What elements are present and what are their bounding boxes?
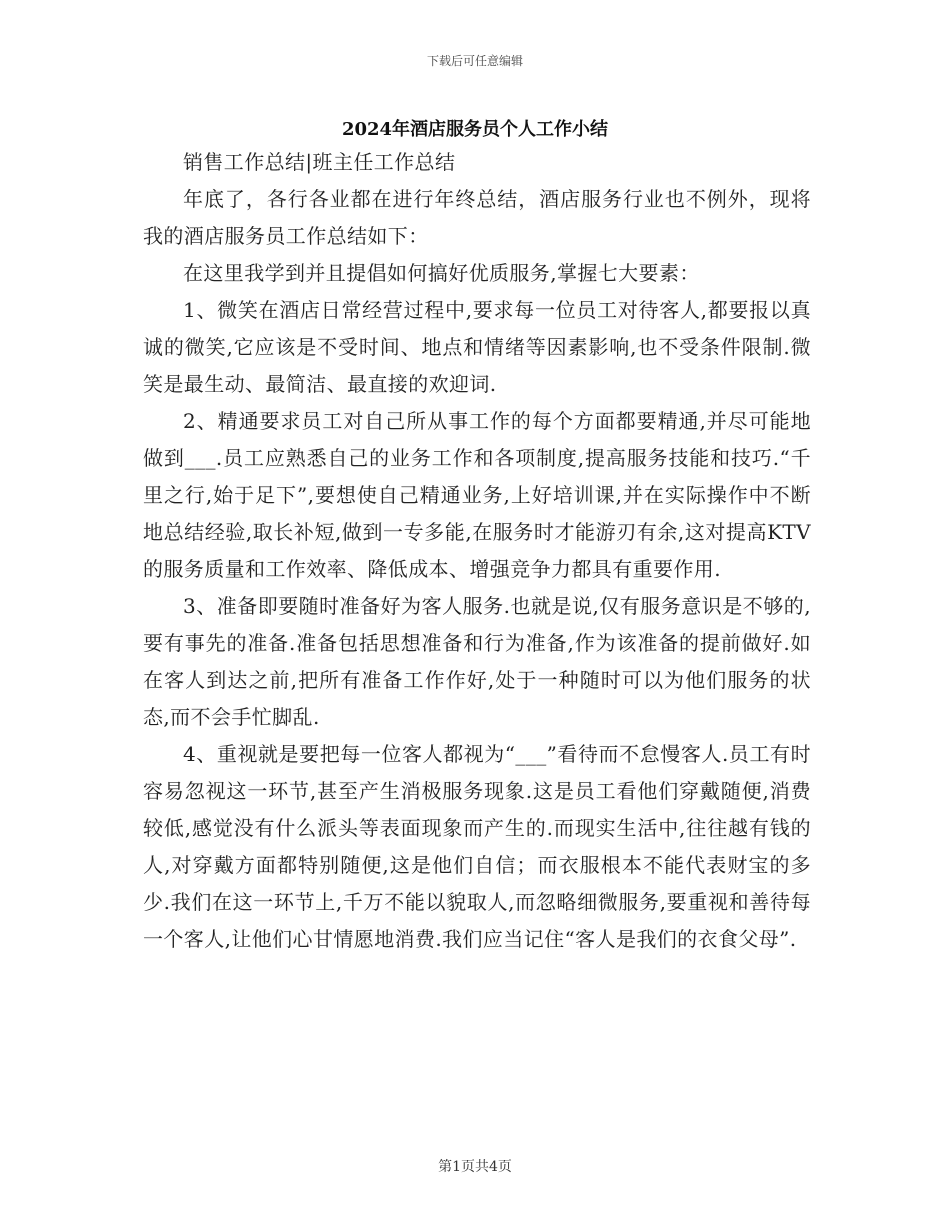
document-body [143,144,811,958]
paragraph-point-1: 1、微笑在酒店日常经营过程中,要求每一位员工对待客人,都要报以真诚的微笑,它应该是不受时间、地点和情绪等因素影响,也不受条件限制.微笑是最生动、最简洁、最直接的欢迎词. [143,298,811,396]
paragraph-intro: 年底了，各行各业都在进行年终总结，酒店服务行业也不例外，现将我的酒店服务员工作总结如下： [143,187,811,248]
page-number: 第1页共4页 [438,1159,512,1175]
header-note: 下载后可任意编辑 [426,54,523,68]
paragraph-point-2: 2、精通要求员工对自己所从事工作的每个方面都要精通,并尽可能地做到___.员工应熟悉自己的业务工作和各项制度,提高服务技能和技巧.“千里之行,始于足下”,要想使自己精通业务,上好培训课,并在实际操作中不断地总结经验,取长补短,做到一专多能,在服务时才能游刃有余,这对提高KTV的服务质量和工作效率、降低成本、增强竞争力都具有重要作用. [143,409,811,581]
paragraph-point-4: 4、重视就是要把每一位客人都视为“___”看待而不怠慢客人.员工有时容易忽视这一环节,甚至产生消极服务现象.这是员工看他们穿戴随便,消费较低,感觉没有什么派头等表面现象而产生的.而现实生活中,往往越有钱的人,对穿戴方面都特别随便,这是他们自信；而衣服根本不能代表财宝的多少.我们在这一环节上,千万不能以貌取人,而忽略细微服务,要重视和善待每一个客人,让他们心甘情愿地消费.我们应当记住“客人是我们的衣食父母”. [143,742,811,951]
document-title: 2024年酒店服务员个人工作小结 [341,119,609,140]
paragraph-category-line: 销售工作总结|班主任工作总结 [183,150,456,174]
paragraph-elements-lead: 在这里我学到并且提倡如何搞好优质服务,掌握七大要素： [183,261,700,285]
paragraph-point-3: 3、准备即要随时准备好为客人服务.也就是说,仅有服务意识是不够的,要有事先的准备.准备包括思想准备和行为准备,作为该准备的提前做好.如在客人到达之前,把所有准备工作作好,处于一种随时可以为他们服务的状态,而不会手忙脚乱. [143,594,811,729]
